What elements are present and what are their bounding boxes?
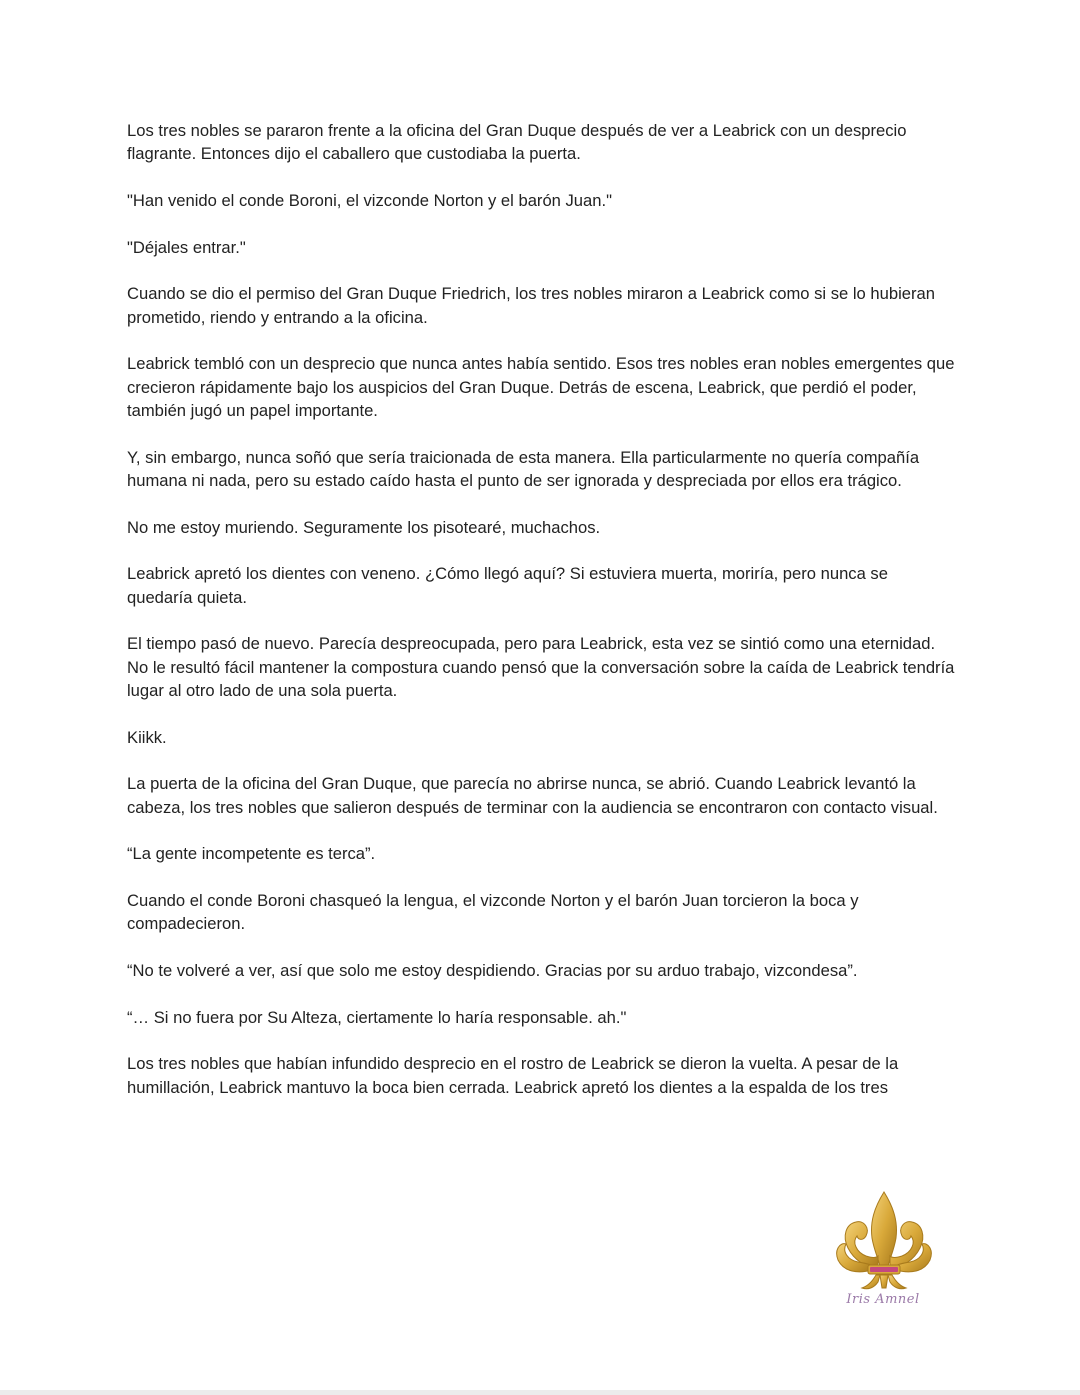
paragraph: Leabrick tembló con un desprecio que nunca antes había sentido. Esos tres nobles eran nobles emergentes que crecieron rápidamente bajo los auspicios del Gran Duque. Detrás de escena, Leabrick, que perdió el poder, también jugó un papel importante.	[127, 354, 955, 420]
paragraph: Leabrick apretó los dientes con veneno. ¿Cómo llegó aquí? Si estuviera muerta, moriría, pero nunca se quedaría quieta.	[127, 564, 888, 607]
paragraph: “No te volveré a ver, así que solo me estoy despidiendo. Gracias por su arduo trabajo, vizcondesa”.	[127, 960, 858, 980]
paragraph: "Han venido el conde Boroni, el vizconde Norton y el barón Juan."	[127, 190, 612, 210]
paragraph: “La gente incompetente es terca”.	[127, 844, 376, 864]
paragraph: Los tres nobles se pararon frente a la oficina del Gran Duque después de ver a Leabrick con un desprecio flagrante. Entonces dijo el caballero que custodiaba la puerta.	[127, 121, 907, 164]
paragraph: La puerta de la oficina del Gran Duque, que parecía no abrirse nunca, se abrió. Cuando Leabrick levantó la cabeza, los tres nobles que salieron después de terminar con la audiencia se encontraron con contacto visual.	[127, 774, 938, 817]
paragraph: Los tres nobles que habían infundido desprecio en el rostro de Leabrick se dieron la vuelta. A pesar de la humillación, Leabrick mantuvo la boca bien cerrada. Leabrick apretó los dientes a la espalda de los tres	[127, 1054, 899, 1097]
paragraph: “… Si no fuera por Su Alteza, ciertamente lo haría responsable. ah."	[127, 1007, 627, 1027]
signature-text: Iris Amnel	[846, 1292, 920, 1307]
paragraph: "Déjales entrar."	[127, 237, 246, 257]
paragraph: El tiempo pasó de nuevo. Parecía despreocupada, pero para Leabrick, esta vez se sintió como una eternidad. No le resultó fácil mantener la compostura cuando pensó que la conversación sobre la caída de Leabrick tendría lugar al otro lado de una sola puerta.	[127, 634, 955, 700]
paragraph: Y, sin embargo, nunca soñó que sería traicionada de esta manera. Ella particularmente no quería compañía humana ni nada, pero su estado caído hasta el punto de ser ignorada y despreciada por ellos era trágico.	[127, 447, 920, 490]
paragraph: Cuando el conde Boroni chasqueó la lengua, el vizconde Norton y el barón Juan torcieron la boca y compadecieron.	[127, 890, 859, 934]
document-body	[127, 119, 957, 1122]
page-bottom-edge	[0, 1390, 1080, 1395]
paragraph: Kiikk.	[127, 727, 167, 747]
paragraph: Cuando se dio el permiso del Gran Duque Friedrich, los tres nobles miraron a Leabrick como si se lo hubieran prometido, riendo y entrando a la oficina.	[127, 284, 935, 327]
paragraph: No me estoy muriendo. Seguramente los pisotearé, muchachos.	[127, 517, 601, 537]
